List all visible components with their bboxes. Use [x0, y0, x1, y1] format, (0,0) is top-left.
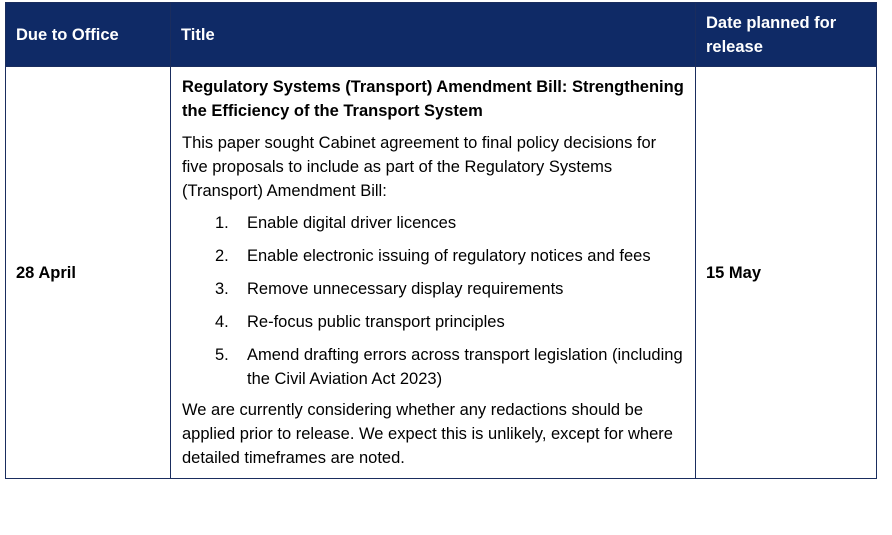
title-cell: [171, 67, 696, 479]
due-date-cell: 28 April: [6, 67, 171, 479]
list-item-number: 1.: [215, 214, 229, 232]
list-item: [182, 211, 685, 235]
list-item: [182, 277, 685, 301]
list-item-number: 5.: [215, 346, 229, 364]
list-item-text: Remove unnecessary display requirements: [247, 280, 564, 298]
closing-note: We are currently considering whether any redactions should be applied prior to release. We expect this is unlikely, except for where detailed timeframes are noted.: [182, 401, 673, 467]
column-header-due-to-office: Due to Office: [6, 3, 171, 67]
list-item: [182, 310, 685, 334]
release-schedule-table: [5, 2, 877, 479]
column-header-release-date: Date planned for release: [696, 3, 877, 67]
proposal-list: [182, 211, 685, 391]
release-date-cell: 15 May: [696, 67, 877, 479]
list-item-number: 4.: [215, 313, 229, 331]
paper-title: Regulatory Systems (Transport) Amendment Bill: Strengthening the Efficiency of the Transport System: [182, 78, 684, 120]
list-item-text: Amend drafting errors across transport legislation (including the Civil Aviation Act 2023): [247, 346, 683, 388]
list-item-number: 2.: [215, 247, 229, 265]
list-item-text: Re-focus public transport principles: [247, 313, 505, 331]
table-row: [6, 67, 877, 479]
paper-intro: This paper sought Cabinet agreement to final policy decisions for five proposals to include as part of the Regulatory Systems (Transport) Amendment Bill:: [182, 134, 657, 200]
list-item: [182, 244, 685, 268]
list-item-text: Enable digital driver licences: [247, 214, 457, 232]
column-header-title: Title: [171, 3, 696, 67]
list-item-text: Enable electronic issuing of regulatory notices and fees: [247, 247, 651, 265]
list-item: [182, 343, 685, 391]
table-header-row: [6, 3, 877, 67]
list-item-number: 3.: [215, 280, 229, 298]
